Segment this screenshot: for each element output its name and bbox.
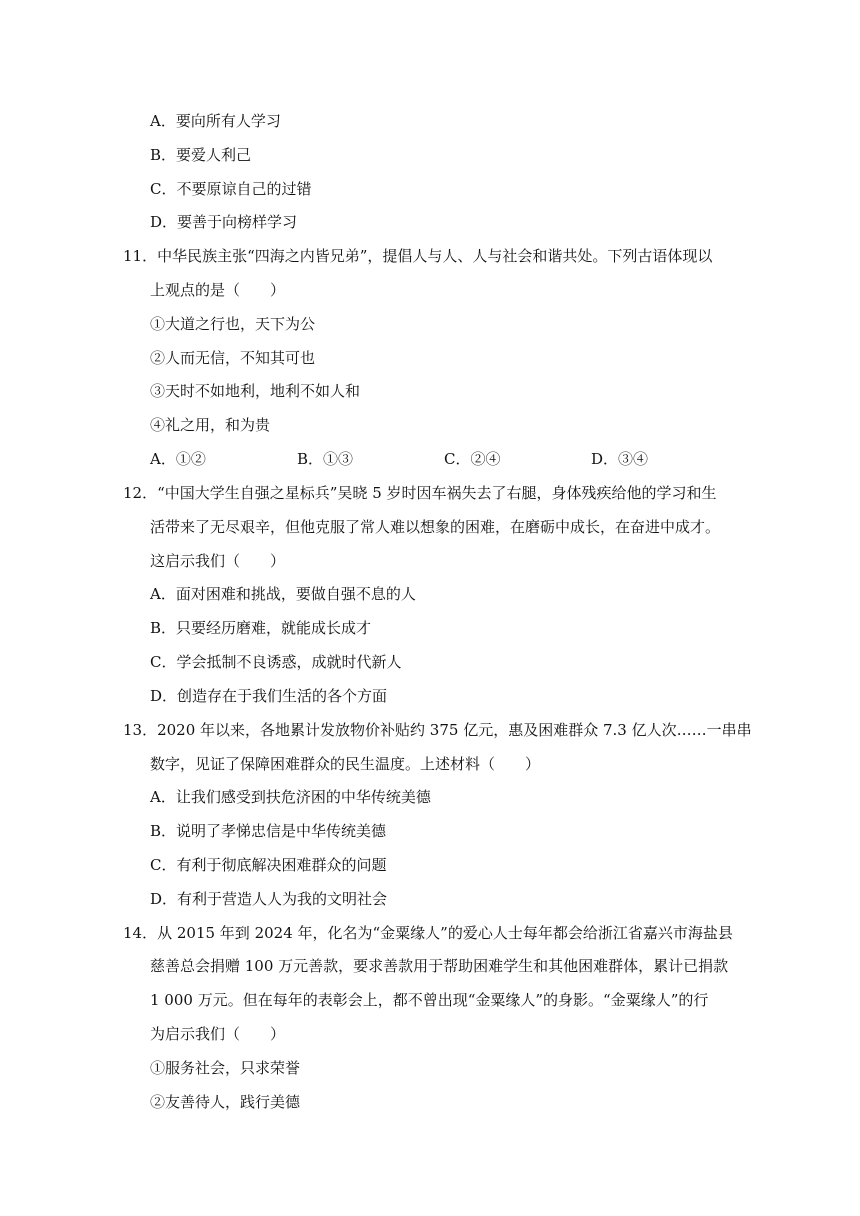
q12-option-c: C．学会抵制不良诱惑，成就时代新人 [150, 653, 402, 671]
q10-option-c: C．不要原谅自己的过错 [150, 180, 312, 198]
q11-item-1: ①大道之行也，天下为公 [150, 315, 316, 333]
q11-choice-d: D．③④ [591, 450, 649, 468]
q12-stem-line1: 12．“中国大学生自强之星标兵”吴晓 5 岁时因车祸失去了右腿，身体残疾给他的学习和生 [123, 484, 717, 502]
q11-item-3: ③天时不如地利，地利不如人和 [150, 382, 361, 400]
q10-option-b: B．要爱人利己 [150, 146, 252, 164]
q11-item-4: ④礼之用，和为贵 [150, 416, 271, 434]
q11-choice-a: A．①② [150, 450, 206, 468]
q12-option-d: D．创造存在于我们生活的各个方面 [150, 687, 388, 705]
q12-stem-line2: 活带来了无尽艰辛，但他克服了常人难以想象的困难，在磨砺中成长，在奋进中成才。 [150, 518, 721, 536]
q11-stem-line2: 上观点的是（ ） [150, 281, 286, 299]
q12-option-b: B．只要经历磨难，就能成长成才 [150, 619, 372, 637]
q14-item-2: ②友善待人，践行美德 [150, 1093, 301, 1111]
q13-stem-line2: 数字，见证了保障困难群众的民生温度。上述材料（ ） [150, 755, 541, 773]
q12-stem-line3: 这启示我们（ ） [150, 552, 286, 570]
q13-option-d: D．有利于营造人人为我的文明社会 [150, 890, 388, 908]
q14-stem-line4: 为启示我们（ ） [150, 1025, 286, 1043]
q13-option-b: B．说明了孝悌忠信是中华传统美德 [150, 822, 387, 840]
q10-option-a: A．要向所有人学习 [150, 112, 281, 130]
q11-choice-c: C．②④ [444, 450, 501, 468]
q13-option-c: C．有利于彻底解决困难群众的问题 [150, 856, 387, 874]
q14-stem-line2: 慈善总会捐赠 100 万元善款，要求善款用于帮助困难学生和其他困难群体，累计已捐款 [150, 957, 729, 975]
q11-choices-row [150, 449, 738, 469]
q13-stem-line1: 13．2020 年以来，各地累计发放物价补贴约 375 亿元，惠及困难群众 7.3 亿人次……一串串 [123, 721, 752, 739]
q10-option-d: D．要善于向榜样学习 [150, 213, 298, 231]
q14-item-1: ①服务社会，只求荣誉 [150, 1059, 301, 1077]
q12-option-a: A．面对困难和挑战，要做自强不息的人 [150, 585, 416, 603]
q13-option-a: A．让我们感受到扶危济困的中华传统美德 [150, 788, 431, 806]
q14-stem-line3: 1 000 万元。但在每年的表彰会上，都不曾出现“金粟缘人”的身影。“金粟缘人”的行 [150, 991, 709, 1009]
q11-choice-b: B．①③ [297, 450, 354, 468]
q14-stem-line1: 14．从 2015 年到 2024 年，化名为“金粟缘人”的爱心人士每年都会给浙江省嘉兴市海盐县 [123, 924, 733, 942]
q11-item-2: ②人而无信，不知其可也 [150, 349, 316, 367]
q11-stem-line1: 11．中华民族主张“四海之内皆兄弟”，提倡人与人、人与社会和谐共处。下列古语体现以 [123, 247, 713, 265]
